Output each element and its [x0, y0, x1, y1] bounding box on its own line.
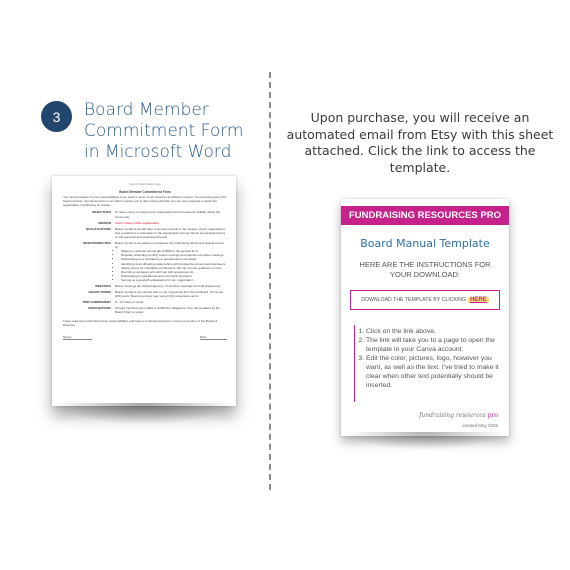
row-value: If board members are unable to fulfill their obligations, they will be asked by the Board Chair to resign.: [115, 306, 220, 315]
card-shadow: [346, 432, 506, 450]
row-key: RESIGNATIONS: [88, 306, 111, 311]
template-card: [341, 199, 509, 436]
step-badge: 3: [41, 101, 72, 132]
document-row: [63, 210, 227, 218]
step-title-line: in Microsoft Word: [84, 142, 232, 162]
date-field-label: Date:: [200, 335, 227, 340]
document-logo-placeholder: Insert Organization logo: [129, 182, 161, 186]
download-link-prefix: DOWNLOAD THE TEMPLATE BY CLICKING: [361, 297, 467, 303]
responsibilities-list: [115, 249, 227, 282]
document-closing: I have read and understand these responsibilities and have a continued interest in a being a member of the Board of Directors.: [63, 318, 218, 327]
step-title-line: Commitment Form: [84, 121, 244, 141]
name-field-label: Name:: [63, 335, 92, 340]
row-value: Board members are elected with a vote of approval from the full Board. Terms are [2/3] years. Board members may serve [2/3] consecutive terms.: [115, 290, 224, 299]
list-item: • Participating on a fundraising or special event committee.: [121, 257, 227, 261]
list-item: • Participating in educational and community programs.: [121, 274, 227, 278]
brand-logo: fundraising resources pro: [419, 412, 498, 419]
list-item: • Asking others for charitable contributions. We can provide guidance on how.: [121, 266, 227, 270]
row-key: OBJECTIVES: [91, 210, 111, 215]
card-heading: Board Manual Template: [360, 237, 490, 250]
row-value: 8 – 12 hours a month: [115, 300, 144, 305]
list-item: • Serving as a goodwill ambassador for our organization.: [121, 278, 227, 282]
document-body: [63, 182, 227, 340]
document-row: [63, 290, 227, 298]
card-steps-list: [357, 327, 508, 390]
row-key: MISSION: [98, 220, 111, 225]
list-item: 1. Click on the link above.: [366, 327, 508, 336]
steps-accent-line: [354, 325, 355, 402]
list-item: • Making a minimum annual gift of $500 to the general fund.: [121, 249, 227, 253]
intro-text: Upon purchase, you will receive an automated email from Etsy with this sheet attached. Click the link to access the template.: [286, 110, 554, 175]
download-here-link[interactable]: HERE: [470, 297, 487, 303]
row-key: TIME COMMITMENT: [82, 300, 111, 305]
row-value: To raise money to support [our organization] and increase its visibility within the community.: [115, 210, 221, 219]
list-item: 3. Edit the color, pictures, logo, however you want, as well as the text. I've tried to make it clear when other text potentially should be inserted.: [366, 354, 508, 390]
document-row: [63, 227, 227, 239]
list-item: • Regularly attending monthly board meetings and special committee meetings.: [121, 253, 227, 257]
row-key: MEETINGS: [95, 283, 111, 288]
document-row: [63, 241, 227, 282]
row-value: Board meetings are held [frequency]. Committee meetings are held [frequency].: [115, 283, 221, 288]
document-heading: Board Member Commitment Form: [119, 190, 171, 195]
list-item: 2. The link will take you to a page to open the template in your Canva account.: [366, 336, 508, 354]
card-banner: FUNDRAISING RESOURCES PRO: [341, 206, 509, 225]
row-value: Board members are asked to participate our fundraising efforts and special events by: • Making a minimum annual gift of $500 to the general fund. • Regularly attending monthly board meetings and special committee meetings. • Participating on a fundraising or special event committee. • Identifying and cultivating relationships with prospective donors and volunteers. • Asking others for charitable contributions. We can provide guidance on how. • Recruiting volunteers who will help with special events. • Participating in educational and community programs. • Serving as a goodwill ambassador for our organization.: [115, 241, 227, 282]
document-preview: [52, 176, 236, 406]
document-row: [63, 221, 227, 225]
step-title: [84, 100, 254, 163]
step-title-line: Board Member: [84, 100, 209, 120]
document-row: [63, 284, 227, 288]
document-intro: You must be aware of your responsibilities if you want to serve on the board in an efficient manner. You are being given this board member commitment form in an effort to assist you in determining whether you are now prepared to assist the organization in furthering its mission.: [63, 195, 227, 208]
document-row: [63, 300, 227, 304]
document-shadow: [56, 403, 232, 425]
signature-line: [63, 335, 227, 340]
document-row: [63, 306, 227, 314]
download-link-box: [350, 290, 500, 310]
list-item: • Identifying and cultivating relationships with prospective donors and volunteers.: [121, 262, 227, 266]
card-instructions-heading: HERE ARE THE INSTRUCTIONS FOR YOUR DOWNLOAD:: [359, 260, 491, 279]
row-value: Board members should have a genuine interest in the mission of [our organization] and a readiness to advocate for the organization among friends and acquaintances on the personal and professional levels.: [115, 226, 226, 239]
row-value: Insert mission of the organization: [115, 220, 160, 225]
row-key: QUALIFICATIONS: [85, 226, 111, 231]
row-key: BOARD TERMS: [88, 290, 111, 295]
list-item: • Recruiting volunteers who will help with special events.: [121, 270, 227, 274]
vertical-divider: [269, 72, 271, 490]
created-date: created May 2025: [461, 423, 498, 428]
row-key: RESPONSIBILITIES: [83, 241, 111, 246]
